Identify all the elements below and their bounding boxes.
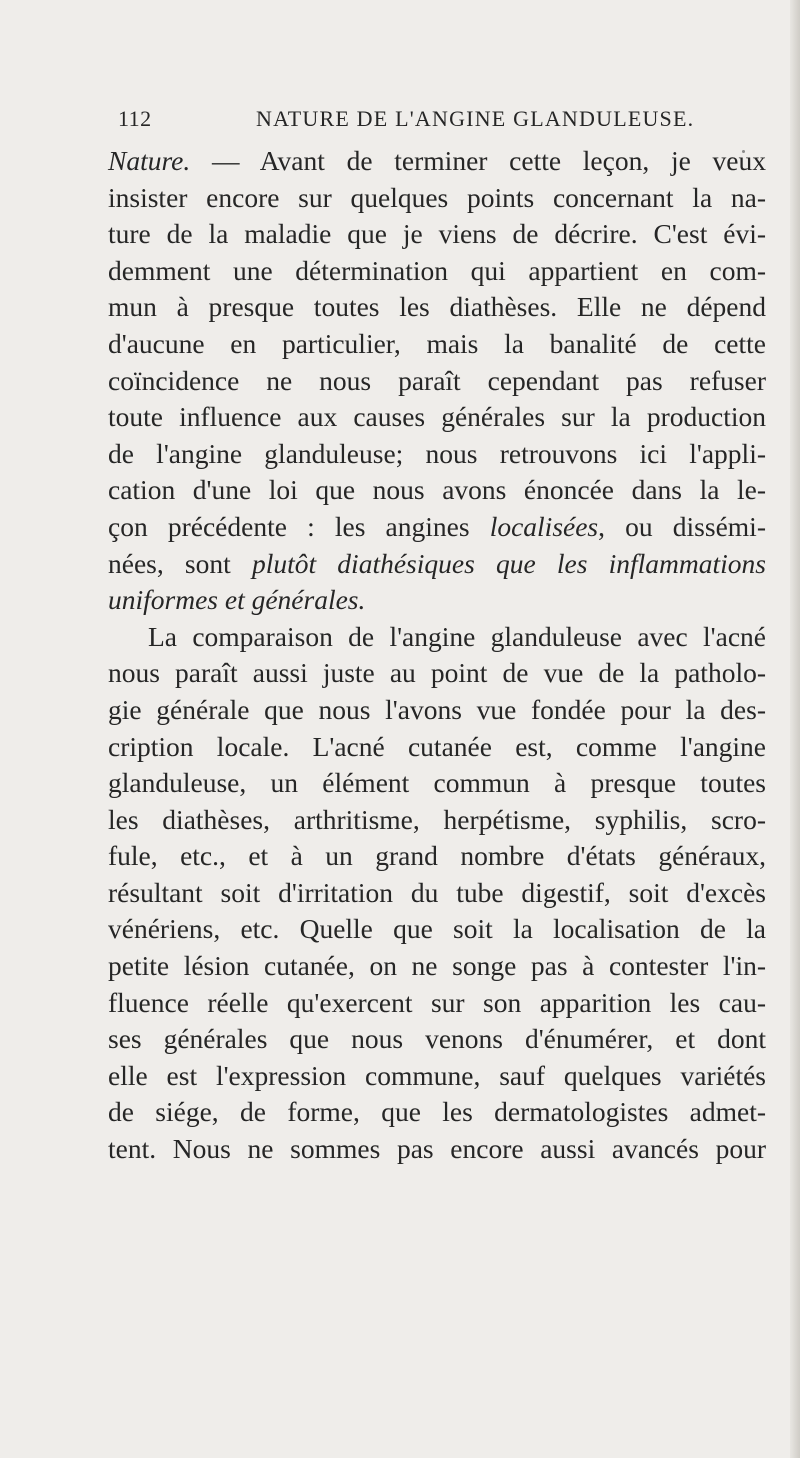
text-line — [108, 1058, 766, 1095]
italic-text: Nature. — [108, 145, 191, 176]
text-run: fluence réelle qu'exercent sur son apparition les cau- — [108, 986, 766, 1018]
page-number: 112 — [118, 106, 152, 131]
text-line — [108, 765, 766, 802]
text-run: tent. Nous ne sommes pas encore aussi avancés pour — [108, 1133, 766, 1165]
text-run: d'aucune en particulier, mais la banalité de cette — [108, 327, 766, 359]
text-line — [108, 1094, 766, 1131]
text-run: petite lésion cutanée, on ne songe pas à contester l'in- — [108, 950, 766, 982]
text-line — [108, 472, 766, 509]
text-run: de siége, de forme, que les dermatologistes admet- — [108, 1096, 766, 1128]
text-line — [108, 1021, 766, 1058]
body-text — [108, 143, 766, 1168]
text-run: elle est l'expression commune, sauf quelques variétés — [108, 1059, 766, 1091]
text-line — [108, 1131, 766, 1168]
text-run: glanduleuse, un élément commun à presque toutes — [108, 767, 766, 799]
text-run: insister encore sur quelques points concernant la na- — [108, 181, 766, 213]
text-line — [108, 546, 766, 583]
text-run: cription locale. L'acné cutanée est, comme l'angine — [108, 730, 766, 762]
text-line — [108, 399, 766, 436]
text-run: ses générales que nous venons d'énumérer, et dont — [108, 1023, 766, 1055]
text-run: ture de la maladie que je viens de décrire. C'est évi- — [108, 218, 766, 250]
text-run: cation d'une loi que nous avons énoncée dans la le- — [108, 474, 766, 506]
text-line — [108, 582, 766, 619]
text-run: toute influence aux causes générales sur la production — [108, 401, 766, 433]
text-line — [108, 289, 766, 326]
text-run: — Avant de terminer cette leçon, je veux — [190, 145, 766, 176]
text-line — [108, 729, 766, 766]
italic-text: uniformes et générales. — [108, 584, 366, 616]
text-run: La comparaison de l'angine glanduleuse avec l'acné — [148, 620, 766, 652]
text-line — [108, 180, 766, 217]
text-run: vénériens, etc. Quelle que soit la localisation de la — [108, 913, 766, 945]
text-run: de l'angine glanduleuse; nous retrouvons ici l'appli- — [108, 437, 766, 469]
text-run: , ou dissémi- — [598, 510, 766, 542]
text-run: coïncidence ne nous paraît cependant pas refuser — [108, 364, 766, 396]
text-line — [108, 875, 766, 912]
text-run: demment une détermination qui appartient en com- — [108, 254, 766, 286]
text-line — [108, 619, 766, 656]
text-run: gie générale que nous l'avons vue fondée pour la des- — [108, 693, 766, 725]
text-line — [108, 655, 766, 692]
text-run: nous paraît aussi juste au point de vue de la patholo- — [108, 657, 766, 689]
italic-text: plutôt diathésiques que les inflammations — [251, 547, 766, 579]
text-run: résultant soit d'irritation du tube digestif, soit d'excès — [108, 876, 766, 908]
text-run: fule, etc., et à un grand nombre d'états généraux, — [108, 840, 766, 872]
page-header — [118, 106, 718, 136]
text-run: mun à presque toutes les diathèses. Elle ne dépend — [108, 291, 766, 323]
text-run: nées, sont — [108, 547, 252, 579]
text-line — [108, 436, 766, 473]
text-line — [108, 692, 766, 729]
running-title: NATURE DE L'ANGINE GLANDULEUSE. — [256, 106, 695, 131]
text-line — [108, 363, 766, 400]
text-line — [108, 509, 766, 546]
text-line — [108, 911, 766, 948]
text-line — [108, 948, 766, 985]
text-line — [108, 838, 766, 875]
text-run: les diathèses, arthritisme, herpétisme, syphilis, scro- — [108, 803, 766, 835]
text-run: çon précédente : les angines — [108, 510, 490, 542]
page-edge-shadow — [790, 0, 800, 1458]
text-line — [108, 216, 766, 253]
text-line — [108, 326, 766, 363]
text-line — [108, 985, 766, 1022]
text-line — [108, 143, 766, 180]
italic-text: localisées — [489, 510, 599, 542]
text-line — [108, 253, 766, 290]
text-line — [108, 802, 766, 839]
